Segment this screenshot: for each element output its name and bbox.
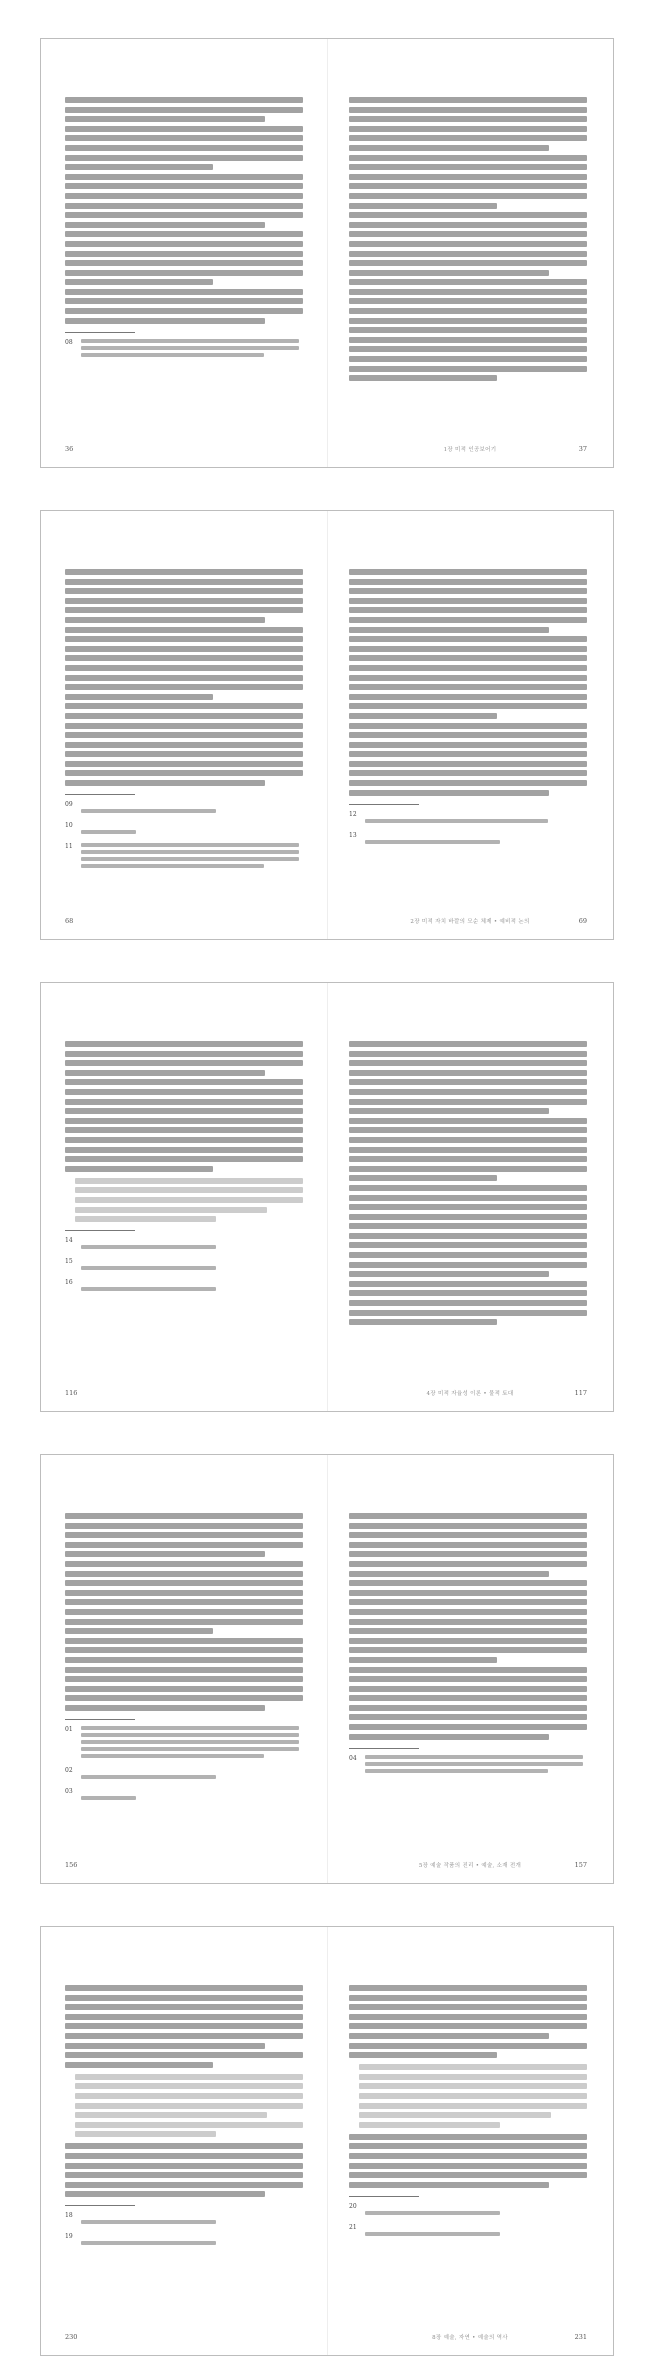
footnote-rule	[349, 2196, 419, 2197]
page-body	[65, 1513, 303, 1807]
page-body	[349, 569, 587, 851]
footnote: 08	[65, 339, 303, 364]
block-quote	[75, 2074, 303, 2138]
footnote-rule	[349, 1748, 419, 1749]
page-number: 156	[65, 1861, 78, 1869]
page-116	[41, 983, 327, 1411]
block-quote	[359, 2064, 587, 2128]
book-spread-4	[40, 1454, 614, 1884]
page-number: 37	[578, 445, 587, 453]
page-body	[65, 1041, 303, 1298]
page-number: 68	[65, 917, 74, 925]
running-head: 8장 예술, 자연 • 예술의 역사	[432, 2335, 508, 2341]
page-body	[349, 1513, 587, 1780]
footnote: 13	[349, 832, 587, 851]
footnote: 18	[65, 2212, 303, 2231]
footnote-rule	[65, 1230, 135, 1231]
book-spread-2	[40, 510, 614, 940]
page-number: 116	[65, 1389, 78, 1397]
footnote: 01	[65, 1726, 303, 1765]
page-231	[327, 1927, 613, 2355]
footnote-rule	[65, 794, 135, 795]
footnote: 03	[65, 1788, 303, 1807]
running-head: 1장 미적 인공보어기	[443, 447, 497, 453]
footnote: 16	[65, 1279, 303, 1298]
page-156	[41, 1455, 327, 1883]
page-117	[327, 983, 613, 1411]
footnote-rule	[65, 1719, 135, 1720]
page-37	[327, 39, 613, 467]
running-head: 4장 미적 자율성 이론 • 물적 토대	[426, 1391, 514, 1397]
footnote: 14	[65, 1237, 303, 1256]
page-body	[65, 97, 303, 364]
footnote-rule	[65, 2205, 135, 2206]
footnote: 02	[65, 1767, 303, 1786]
page-body	[65, 569, 303, 875]
running-head: 5장 예술 작품의 진리 • 예술, 소재 전개	[418, 1863, 522, 1869]
page-body	[349, 1985, 587, 2243]
running-head: 2장 미적 자치 바깥의 모순 체제 • 예비적 논의	[410, 919, 530, 925]
page-number: 69	[578, 917, 587, 925]
page-number: 36	[65, 445, 74, 453]
page-69	[327, 511, 613, 939]
footnote: 10	[65, 822, 303, 841]
block-quote	[75, 1178, 303, 1222]
book-spread-1	[40, 38, 614, 468]
page-230	[41, 1927, 327, 2355]
page-number: 117	[574, 1389, 587, 1397]
footnote: 21	[349, 2224, 587, 2243]
footnote: 04	[349, 1755, 587, 1780]
book-spread-3	[40, 982, 614, 1412]
footnote: 12	[349, 811, 587, 830]
footnote: 20	[349, 2203, 587, 2222]
page-number: 230	[65, 2333, 78, 2341]
page-number: 231	[574, 2333, 587, 2341]
book-spread-5	[40, 1926, 614, 2356]
page-body	[65, 1985, 303, 2252]
page-68	[41, 511, 327, 939]
footnote-rule	[349, 804, 419, 805]
page-number: 157	[574, 1861, 587, 1869]
footnote: 15	[65, 1258, 303, 1277]
page-36	[41, 39, 327, 467]
page-157	[327, 1455, 613, 1883]
page-body	[349, 1041, 587, 1329]
footnote: 11	[65, 843, 303, 875]
footnote: 19	[65, 2233, 303, 2252]
page-body	[349, 97, 587, 385]
footnote: 09	[65, 801, 303, 820]
footnote-rule	[65, 332, 135, 333]
